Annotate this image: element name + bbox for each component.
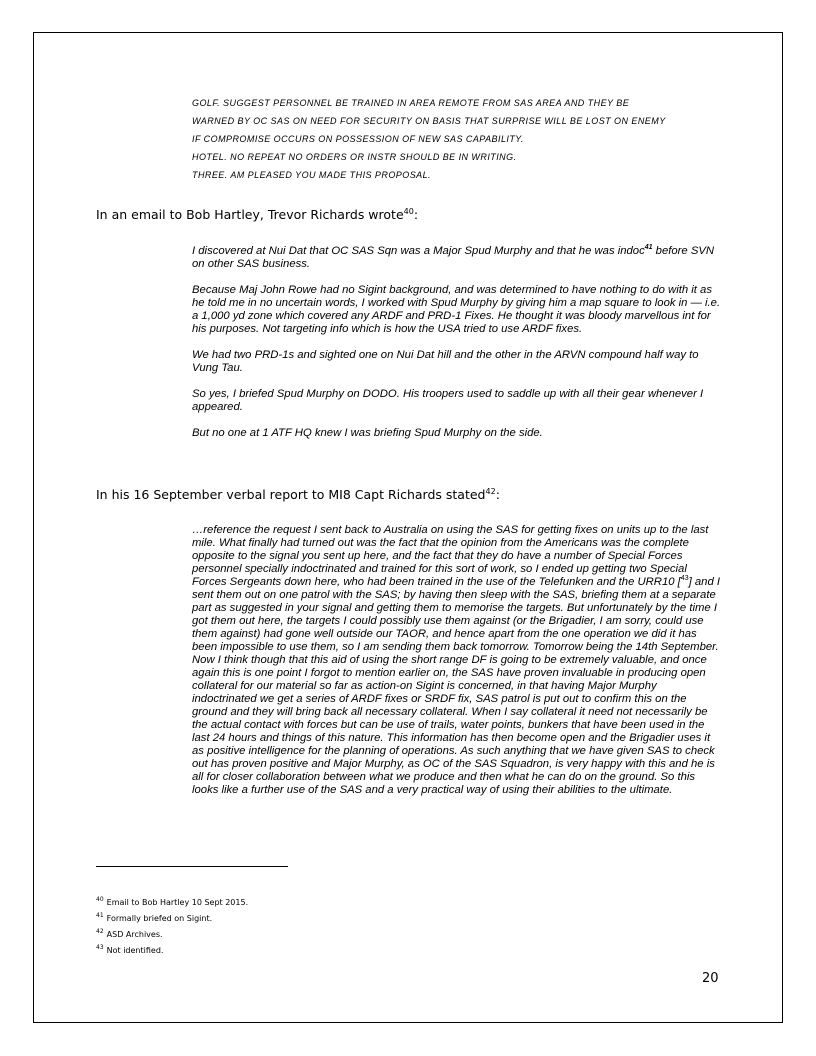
cable-excerpt bbox=[192, 94, 732, 184]
quote-paragraph bbox=[192, 245, 727, 271]
quote-text: before SVN on other SAS business. bbox=[192, 245, 715, 270]
quote-text: …reference the request I sent back to Australia on using the SAS for getting fixes on units up to the last mile. What finally had turned out was the fact that the opinion from the Americans was the complete opposite to the signal you sent up here, and the fact that they do have a number of Special Forces personnel specially indoctrinated and trained for this sort of work, so I ended up getting two Special Forces Sergeants down here, who had been trained in the use of the Telefunken and the URR10 [ bbox=[192, 524, 709, 588]
footnote-number: 41 bbox=[96, 912, 104, 920]
heading-colon: : bbox=[495, 487, 500, 502]
quote-paragraph: We had two PRD-1s and sighted one on Nui Dat hill and the other in the ARVN compound half way to Vung Tau. bbox=[192, 349, 699, 374]
footnote-ref: 42 bbox=[485, 486, 496, 496]
cable-line: HOTEL. NO REPEAT NO ORDERS OR INSTR SHOULD BE IN WRITING. bbox=[192, 152, 517, 162]
footnote-separator bbox=[96, 866, 288, 867]
quote-paragraph: But no one at 1 ATF HQ knew I was briefing Spud Murphy on the side. bbox=[192, 427, 543, 439]
quote-text: I discovered at Nui Dat that OC SAS Sqn was a Major Spud Murphy and that he was indoc bbox=[192, 245, 645, 257]
heading-text: In his 16 September verbal report to MI8 Capt Richards stated bbox=[96, 487, 486, 502]
quote-paragraph: Because Maj John Rowe had no Sigint background, and was determined to have nothing to do with it as he told me in no uncertain words, I worked with Spud Murphy by giving him a map square to look in — i.e. a 1,000 yd zone which covered any ARDF and PRD-1 Fixes. He thought it was bloody marvellous int for his purposes. Not targeting info which is how the USA tried to use ARDF fixes. bbox=[192, 284, 721, 335]
footnote-text: Formally briefed on Sigint. bbox=[106, 914, 213, 923]
footnotes bbox=[96, 895, 248, 959]
footnote-text: Not identified. bbox=[106, 946, 164, 955]
email-quote bbox=[192, 245, 727, 453]
verbal-report-quote bbox=[192, 524, 722, 797]
footnote-number: 42 bbox=[96, 928, 104, 936]
footnote-text: Email to Bob Hartley 10 Sept 2015. bbox=[106, 898, 249, 907]
footnote bbox=[96, 911, 248, 927]
footnote bbox=[96, 895, 248, 911]
cable-line: WARNED BY OC SAS ON NEED FOR SECURITY ON BASIS THAT SURPRISE WILL BE LOST ON ENEMY bbox=[192, 116, 666, 126]
footnote-ref: 43 bbox=[680, 575, 689, 583]
heading-colon: : bbox=[413, 207, 419, 222]
footnote-text: ASD Archives. bbox=[106, 930, 163, 939]
footnote bbox=[96, 927, 248, 943]
section-heading-email bbox=[96, 207, 418, 222]
cable-line: IF COMPROMISE OCCURS ON POSSESSION OF NEW SAS CAPABILITY. bbox=[192, 134, 524, 144]
page-number: 20 bbox=[702, 971, 719, 986]
quote-text: ] and I sent them out on one patrol with the SAS; by having then sleep with the SAS, briefing them at a separate part as suggested in your signal and getting them to memorise the targets. But unfortunately by the time I got them out here, the targets I could possibly use them against (or the Brigadier, I am sorry, could use them against) had gone well outside our TAOR, and hence apart from the one operation we did it has been impossible to use them, so I am sending them back tomorrow. Tomorrow being the 14th September. Now I think though that this aid of using the short range DF is going to be extremely valuable, and once again this is one point I forgot to mention earlier on, the SAS have proven invaluable in producing open collateral for our material so far as action-on Sigint is concerned, in that having Major Murphy indoctrinated we get a series of ARDF fixes or SRDF fix, SAS patrol is put out to confirm this on the ground and they will bring back all necessary collateral. When I say collateral it need not necessarily be the actual contact with forces but can be use of trails, water points, bunkers that have been used in the last 24 hours and things of this nature. This information has then become open and the Brigadier uses it as positive intelligence for the planning of operations. As such anything that we have given SAS to check out has proven positive and Major Murphy, as OC of the SAS Squadron, is very happy with this and he is all for closer collaboration between what we produce and then what he can do on the ground. So this looks like a further use of the SAS and a very practical way of using their abilities to the ultimate. bbox=[192, 576, 721, 796]
footnote-ref: 40 bbox=[403, 206, 414, 216]
cable-line: GOLF. SUGGEST PERSONNEL BE TRAINED IN AREA REMOTE FROM SAS AREA AND THEY BE bbox=[192, 98, 630, 108]
footnote-number: 40 bbox=[96, 896, 104, 904]
footnote bbox=[96, 943, 248, 959]
cable-line: THREE. AM PLEASED YOU MADE THIS PROPOSAL. bbox=[192, 170, 432, 180]
footnote-ref: 41 bbox=[644, 244, 653, 252]
footnote-number: 43 bbox=[96, 944, 104, 952]
heading-text: In an email to Bob Hartley, Trevor Richards wrote bbox=[96, 207, 404, 222]
section-heading-verbal-report bbox=[96, 487, 500, 502]
quote-paragraph: So yes, I briefed Spud Murphy on DODO. His troopers used to saddle up with all their gear whenever I appeared. bbox=[192, 388, 704, 413]
